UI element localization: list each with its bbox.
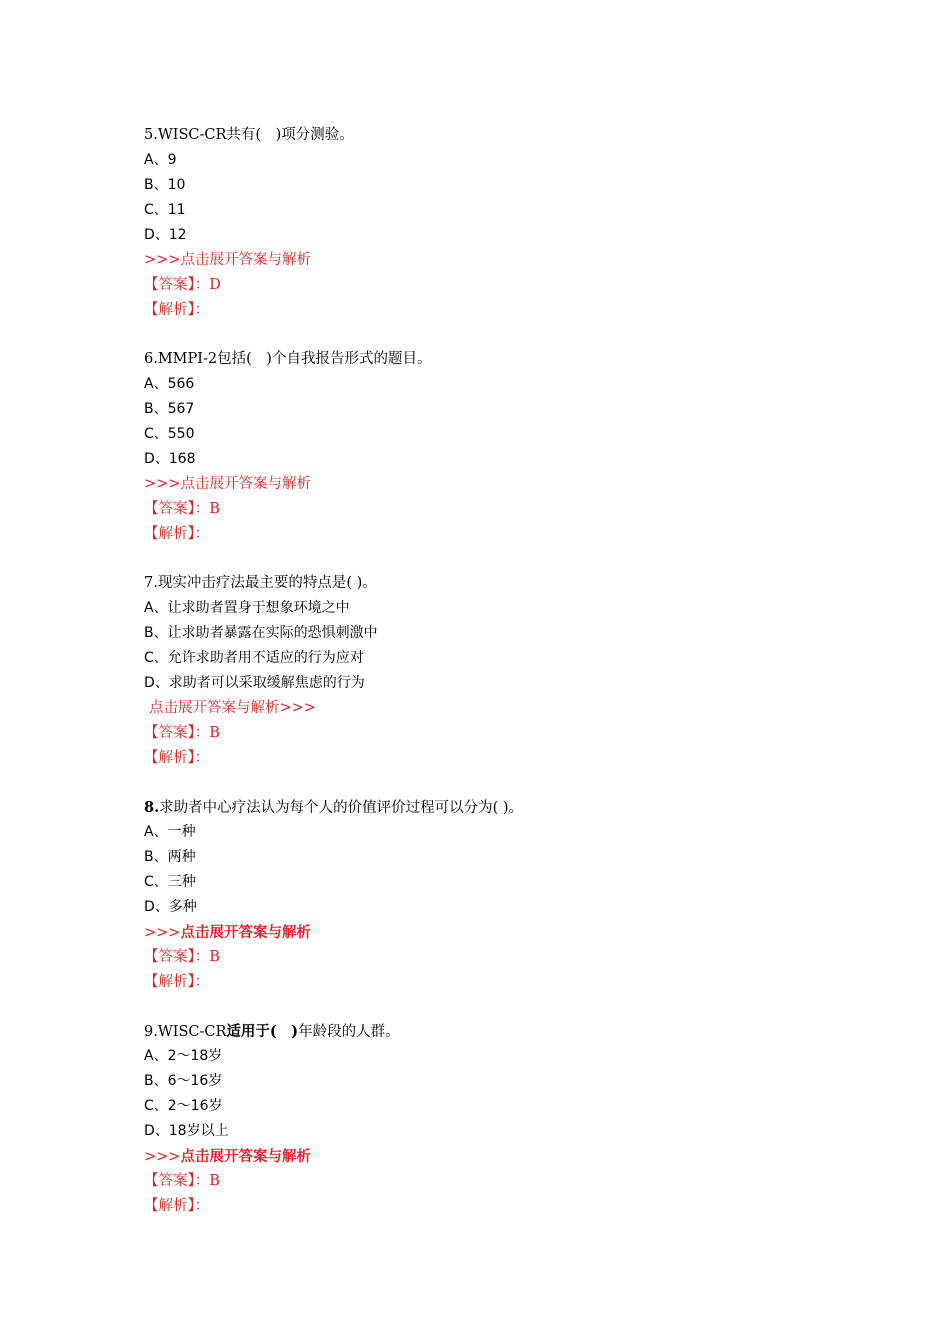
- option-d: D、12: [144, 227, 187, 243]
- expand-answer-link[interactable]: [144, 920, 824, 945]
- question-stem: [144, 795, 824, 820]
- option-c: C、2～16岁: [144, 1098, 223, 1114]
- expand-arrows: >>>: [144, 1149, 181, 1165]
- option-a: A、566: [144, 376, 195, 392]
- question-7: [144, 571, 824, 771]
- answer-line: [144, 945, 824, 970]
- question-text: 共有( )项分测验。: [226, 127, 354, 143]
- expand-answer-link[interactable]: >>>点击展开答案与解析: [144, 252, 311, 268]
- expand-arrows: >>>: [144, 925, 181, 941]
- option-b: B、让求助者暴露在实际的恐惧刺激中: [144, 625, 378, 641]
- option-d: D、168: [144, 451, 196, 467]
- answer-label: 【答案】：: [144, 725, 210, 741]
- question-number: 8.: [144, 799, 160, 816]
- question-text: 包括( )个自我报告形式的题目。: [217, 351, 432, 367]
- question-stem: [144, 1019, 824, 1044]
- answer-label: 【答案】：: [144, 277, 210, 293]
- expand-text: 点击展开答案与解析: [180, 1148, 311, 1165]
- option-a: A、让求助者置身于想象环境之中: [144, 600, 350, 616]
- question-8: [144, 795, 824, 995]
- option-b: B、两种: [144, 849, 196, 865]
- option-d: D、多种: [144, 899, 197, 915]
- answer-value: B: [209, 725, 220, 741]
- option-d: D、18岁以上: [144, 1123, 229, 1139]
- analysis-label: 【解析】：: [144, 302, 210, 318]
- option-a: A、9: [144, 152, 177, 168]
- expand-answer-link[interactable]: 点击展开答案与解析>>>: [149, 700, 316, 716]
- option-b: B、6～16岁: [144, 1073, 223, 1089]
- answer-value: B: [209, 1173, 220, 1189]
- option-c: C、三种: [144, 874, 196, 890]
- option-a: A、2～18岁: [144, 1048, 223, 1064]
- answer-label: 【答案】：: [144, 501, 210, 517]
- answer-line: [144, 273, 824, 298]
- option-b: B、10: [144, 177, 186, 193]
- question-number: 7.: [144, 575, 158, 591]
- question-5: [144, 123, 824, 323]
- expand-answer-link[interactable]: [144, 1144, 824, 1169]
- expand-text: 点击展开答案与解析: [180, 924, 311, 941]
- option-c: C、11: [144, 202, 186, 218]
- analysis-label: 【解析】：: [144, 974, 210, 990]
- analysis-label: 【解析】：: [144, 750, 210, 766]
- question-stem: [144, 347, 824, 372]
- answer-line: [144, 497, 824, 522]
- answer-label: 【答案】：: [144, 1173, 210, 1189]
- analysis-label: 【解析】：: [144, 1198, 210, 1214]
- answer-value: D: [209, 277, 221, 293]
- question-text: 年龄段的人群。: [298, 1024, 400, 1040]
- answer-label: 【答案】：: [144, 949, 210, 965]
- answer-value: B: [209, 501, 220, 517]
- option-b: B、567: [144, 401, 195, 417]
- question-stem: [144, 571, 824, 596]
- option-c: C、允许求助者用不适应的行为应对: [144, 650, 364, 666]
- question-number: 9.WISC-CR: [144, 1024, 227, 1040]
- question-number: 6.MMPI-2: [144, 351, 218, 367]
- answer-line: [144, 721, 824, 746]
- expand-answer-link[interactable]: >>>点击展开答案与解析: [144, 476, 311, 492]
- question-stem: [144, 123, 824, 148]
- option-d: D、求助者可以采取缓解焦虑的行为: [144, 675, 365, 691]
- question-6: [144, 347, 824, 547]
- question-text: 现实冲击疗法最主要的特点是( )。: [157, 575, 377, 591]
- question-9: [144, 1019, 824, 1219]
- option-a: A、一种: [144, 824, 196, 840]
- question-number: 5.WISC-CR: [144, 127, 227, 143]
- question-text: 求助者中心疗法认为每个人的价值评价过程可以分为( )。: [159, 800, 524, 816]
- option-c: C、550: [144, 426, 195, 442]
- answer-line: [144, 1169, 824, 1194]
- analysis-label: 【解析】：: [144, 526, 210, 542]
- answer-value: B: [209, 949, 220, 965]
- question-text-bold: 适用于( ): [226, 1023, 299, 1040]
